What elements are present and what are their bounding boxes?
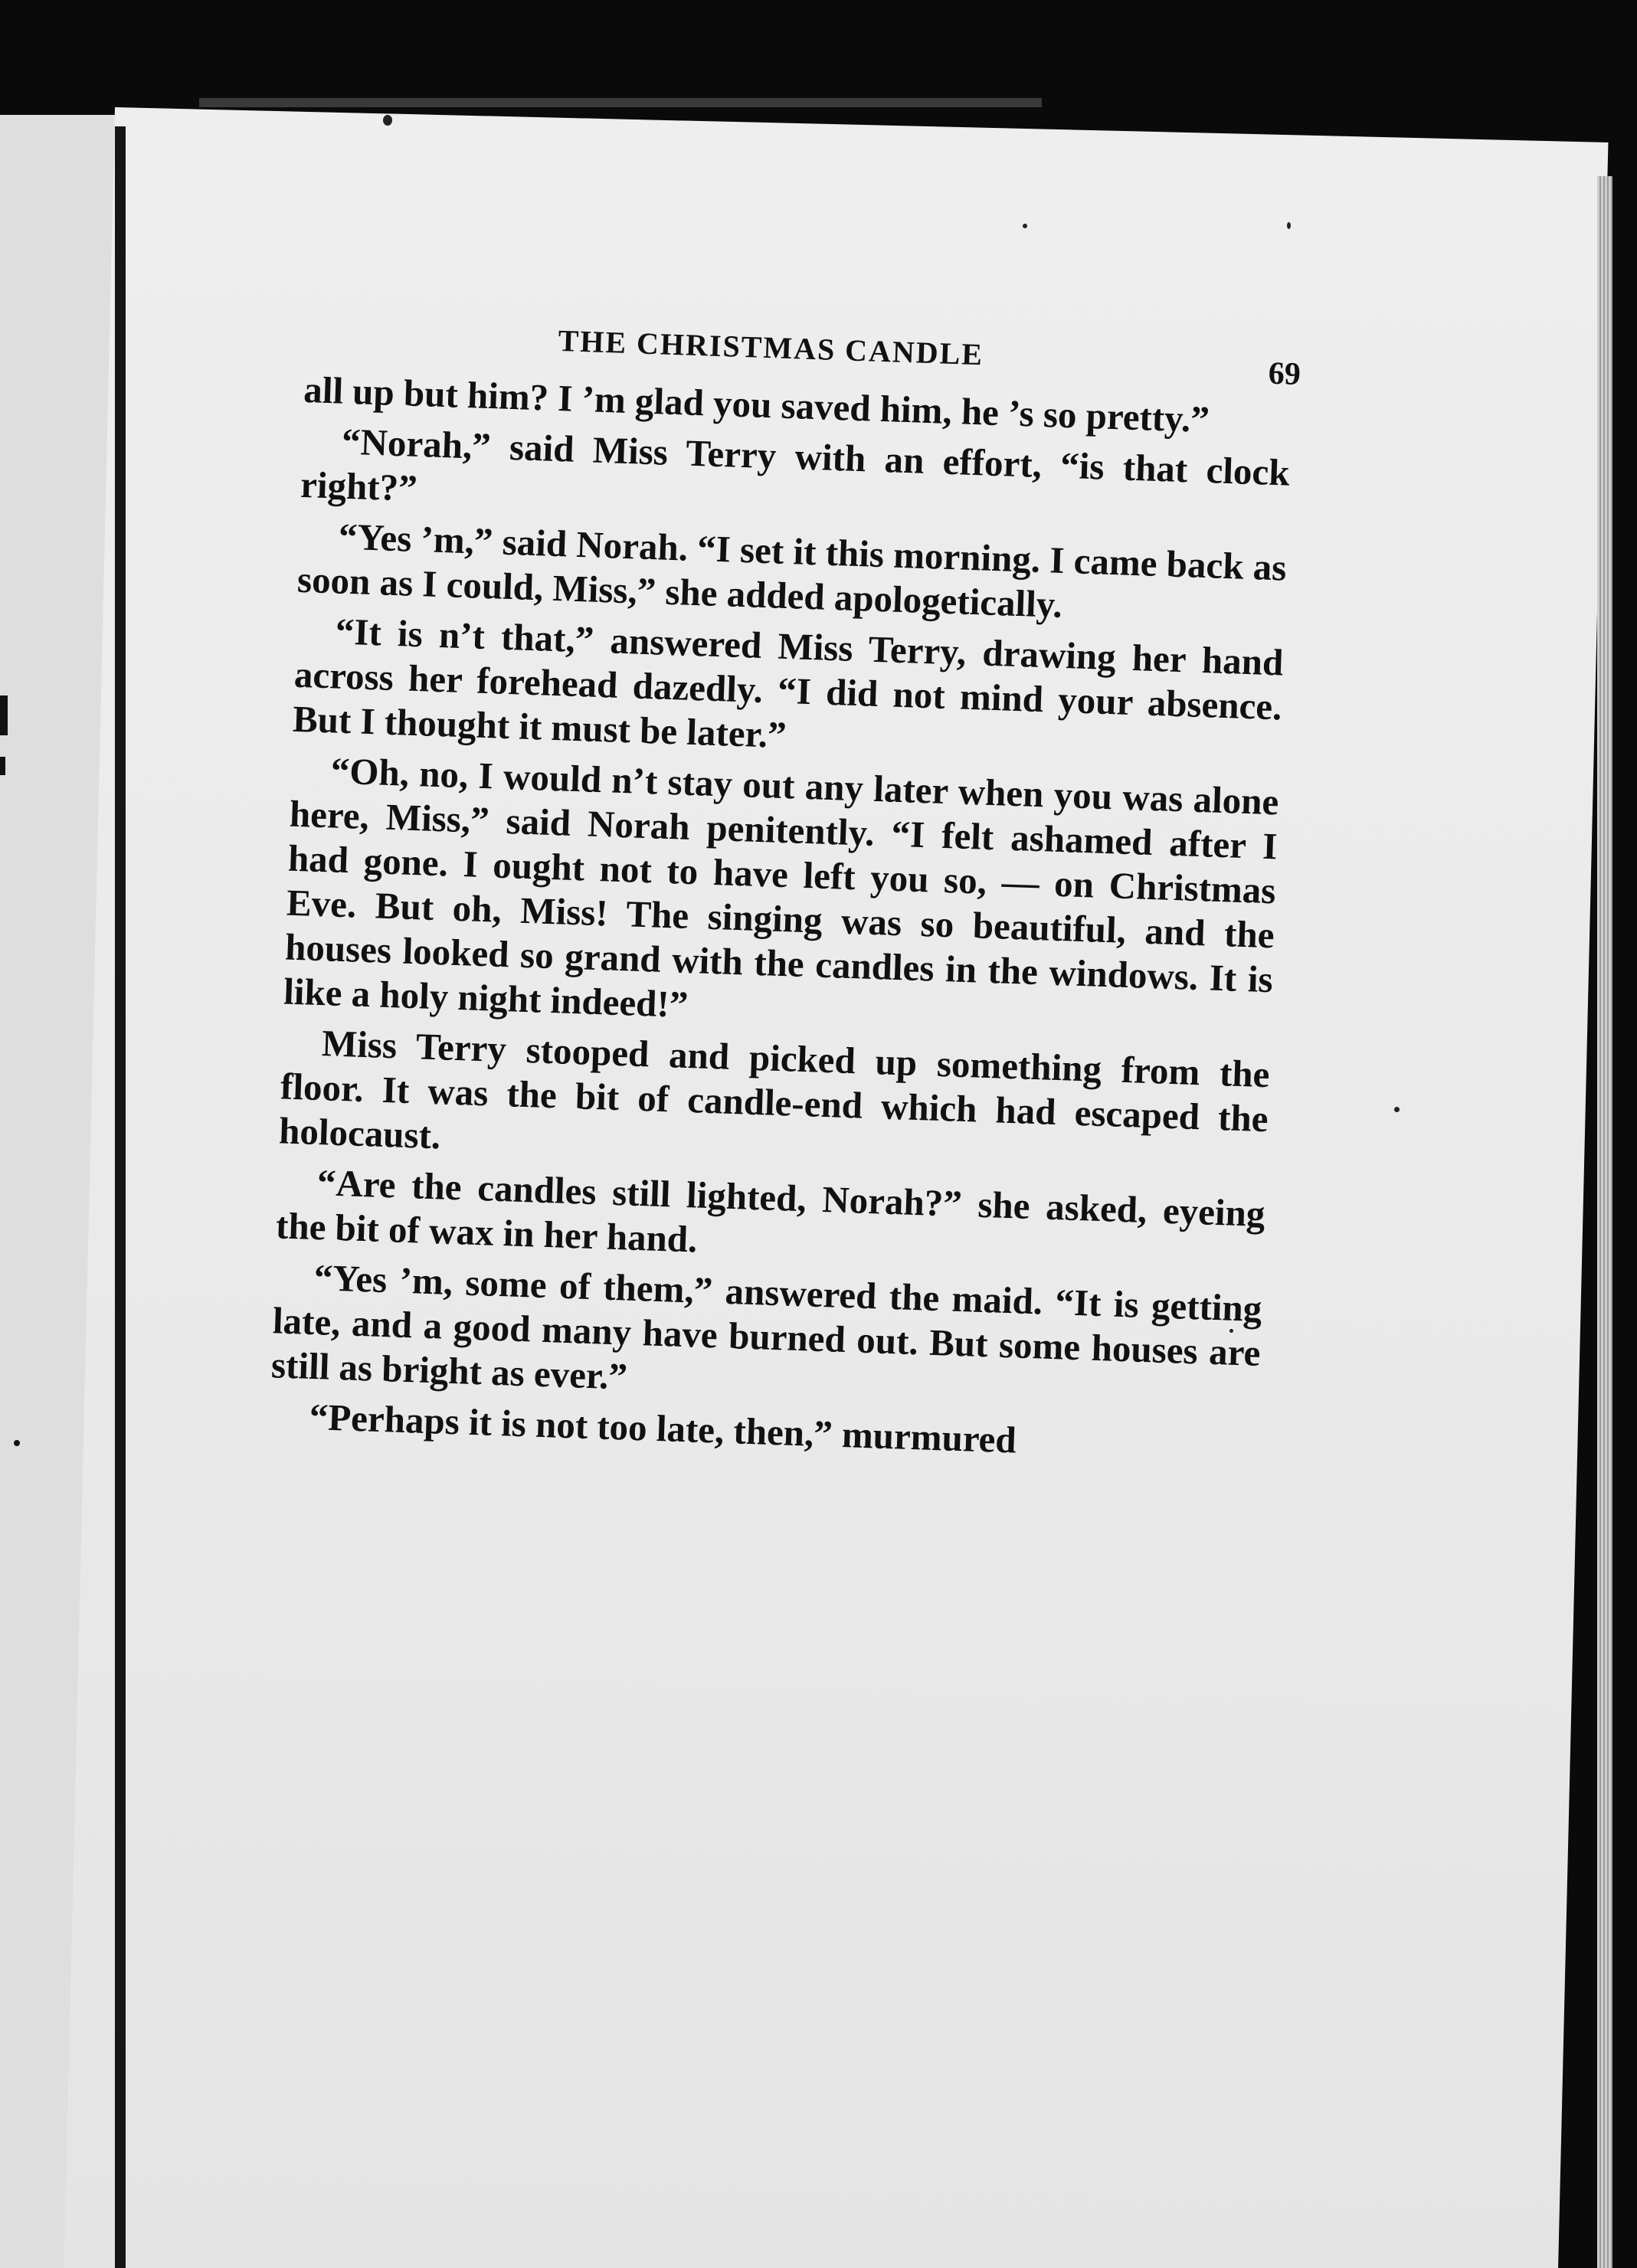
scan-mark [0, 757, 5, 775]
dust-speck [1287, 222, 1291, 229]
paragraph: “Norah,” said Miss Terry with an effort, “is that clock right?” [300, 420, 1291, 509]
paragraph: “Yes ’m,” said Norah. “I set it this morning. I came back as soon as I could, Miss,” she added apologetically. [296, 515, 1288, 626]
paragraph: “Yes ’m, some of them,” answered the maid. “It is getting late, and a good many have burned out. But some houses are still as bright as ever.” [270, 1256, 1263, 1398]
page-text-block [269, 306, 1301, 1471]
dust-speck [1023, 224, 1027, 228]
paragraph: Miss Terry stooped and picked up something from the floor. It was the bit of candle-end which had escaped the holocaust. [278, 1022, 1271, 1157]
paragraph: “Are the candles still lighted, Norah?” she asked, eyeing the bit of wax in her hand. [275, 1161, 1266, 1261]
paragraph: “Oh, no, I would n’t stay out any later when you was alone here, Miss,” said Norah penitently. “I felt ashamed after I had gone. I ought not to have left you so, — on Christmas Eve. But oh, Miss! The singing was so beautiful, and the houses looked so grand with the candles in the windows. It is like a holy night indeed!” [283, 749, 1280, 1026]
scan-mark [14, 1440, 20, 1446]
dust-speck [383, 115, 392, 126]
scan-mark [0, 695, 8, 735]
inner-gutter-line [115, 126, 126, 2268]
top-edge-shadow [199, 98, 1042, 107]
paragraph-continued: all up but him? I ’m glad you saved him, he ’s so pretty.” [303, 368, 1210, 441]
page-stack-edge [1597, 176, 1612, 2268]
running-head-title: THE CHRISTMAS CANDLE [557, 322, 984, 372]
paragraph-last-line: “Perhaps it is not too late, then,” murmured [309, 1395, 1017, 1461]
paragraph: “It is n’t that,” answered Miss Terry, drawing her hand across her forehead dazedly. “I did not mind your absence. But I thought it must be later.” [292, 610, 1285, 757]
page-number: 69 [1268, 355, 1301, 393]
dust-speck [1394, 1107, 1400, 1112]
